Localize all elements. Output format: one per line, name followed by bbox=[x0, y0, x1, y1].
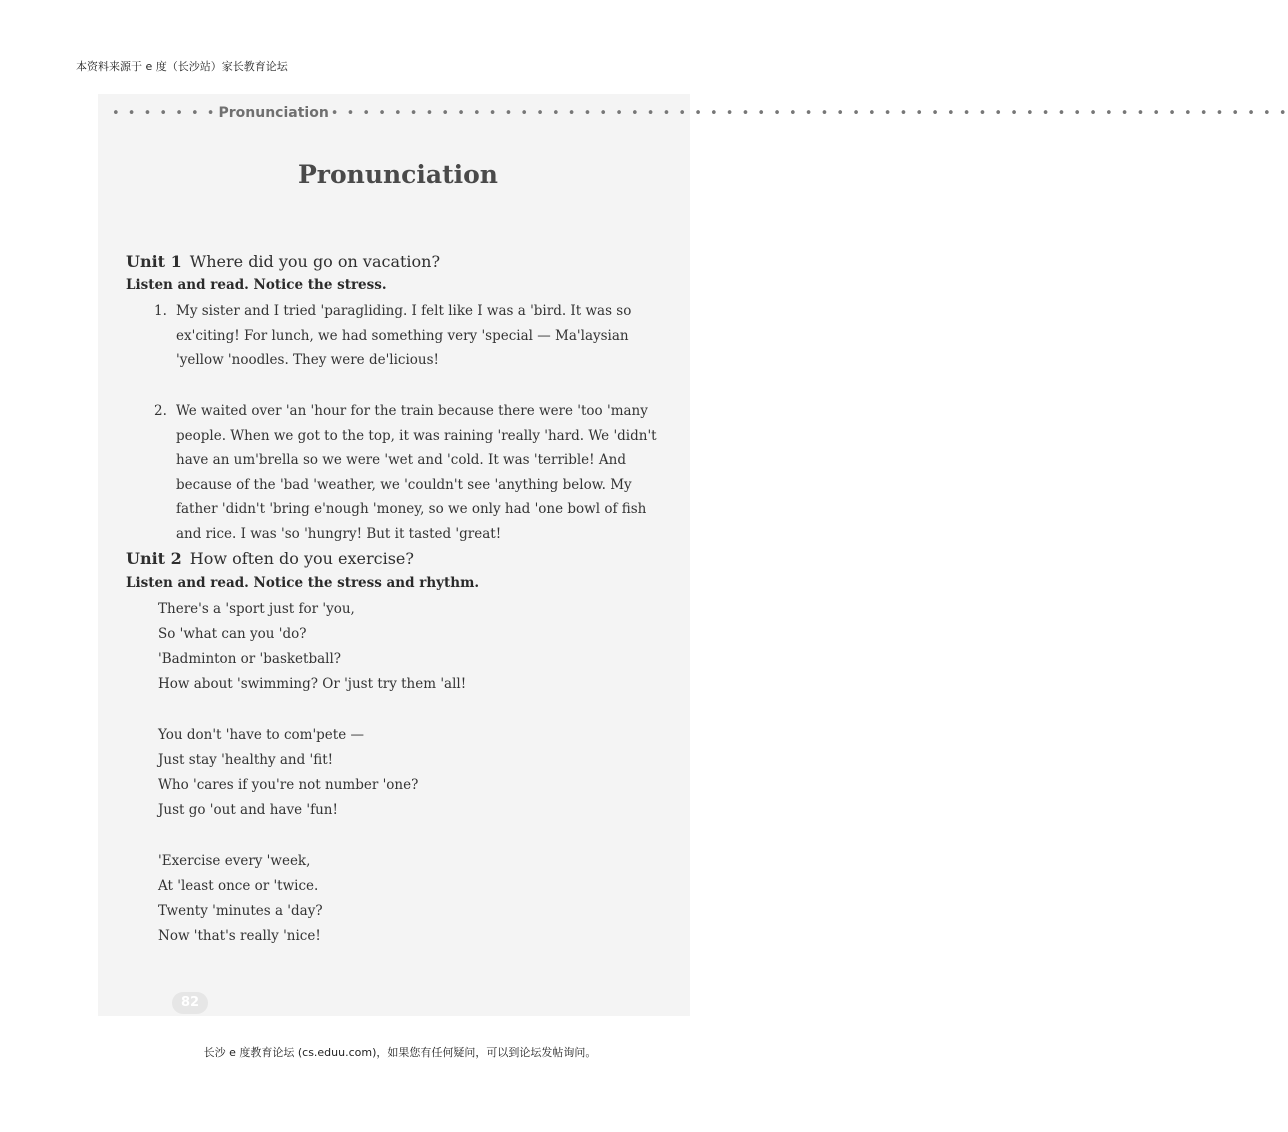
poem-line: How about 'swimming? Or 'just try them 'all! bbox=[158, 676, 467, 692]
section-header-label: Pronunciation bbox=[218, 105, 329, 121]
poem-line: You don't 'have to com'pete — bbox=[158, 727, 364, 743]
unit1-number: Unit 1 bbox=[126, 252, 182, 271]
paragraph-text: My sister and I tried 'paragliding. I felt like I was a 'bird. It was so ex'citing! For lunch, we had something very 'special — Ma'laysian 'yellow 'noodles. They were de'licious! bbox=[176, 303, 632, 368]
page-number-badge: 82 bbox=[172, 992, 208, 1014]
unit1-question: Where did you go on vacation? bbox=[189, 252, 441, 271]
poem-line: Just go 'out and have 'fun! bbox=[158, 802, 338, 818]
header-dots-left: • • • • • • • bbox=[112, 105, 217, 121]
poem-line: Twenty 'minutes a 'day? bbox=[158, 903, 323, 919]
poem-line: 'Exercise every 'week, bbox=[158, 853, 311, 869]
section-header-band bbox=[112, 103, 1288, 123]
unit2-title bbox=[126, 549, 414, 568]
paragraph-number: 2. bbox=[154, 403, 167, 419]
unit2-instruction: Listen and read. Notice the stress and rhythm. bbox=[126, 575, 480, 591]
poem-stanza bbox=[158, 849, 466, 949]
header-dots-right: • • • • • • • • • • • • • • • • • • • • • • • • • • • • • • • • • • • • • • • • • • • • • • • • • • • • • • • • • • • • • bbox=[330, 105, 1288, 121]
poem-line: Just stay 'healthy and 'fit! bbox=[158, 752, 334, 768]
poem-stanza bbox=[158, 723, 466, 823]
paragraph-number: 1. bbox=[154, 303, 167, 319]
unit1-paragraph-1 bbox=[154, 299, 674, 373]
poem-line: There's a 'sport just for 'you, bbox=[158, 601, 355, 617]
unit2-number: Unit 2 bbox=[126, 549, 182, 568]
poem-line: At 'least once or 'twice. bbox=[158, 878, 319, 894]
unit1-instruction: Listen and read. Notice the stress. bbox=[126, 277, 387, 293]
poem-line: So 'what can you 'do? bbox=[158, 626, 307, 642]
poem-line: Now 'that's really 'nice! bbox=[158, 928, 321, 944]
unit2-question: How often do you exercise? bbox=[189, 549, 414, 568]
page-title: Pronunciation bbox=[298, 160, 498, 189]
poem-line: Who 'cares if you're not number 'one? bbox=[158, 777, 419, 793]
unit1-paragraph-2 bbox=[154, 399, 674, 546]
unit2-poem bbox=[158, 597, 466, 975]
poem-line: 'Badminton or 'basketball? bbox=[158, 651, 342, 667]
paragraph-text: We waited over 'an 'hour for the train because there were 'too 'many people. When we got to the top, it was raining 'really 'hard. We 'didn't have an um'brella so we were 'wet and 'cold. It was 'terrible! And because of the 'bad 'weather, we 'couldn't see 'anything below. My father 'didn't 'bring e'nough 'money, so we only had 'one bowl of fish and rice. I was 'so 'hungry! But it tasted 'great! bbox=[176, 403, 657, 542]
poem-stanza bbox=[158, 597, 466, 697]
source-note: 本资料来源于 e 度（长沙站）家长教育论坛 bbox=[76, 60, 288, 73]
footer-note: 长沙 e 度教育论坛 (cs.eduu.com)，如果您有任何疑问，可以到论坛发帖询问。 bbox=[203, 1046, 597, 1059]
unit1-title bbox=[126, 252, 440, 271]
